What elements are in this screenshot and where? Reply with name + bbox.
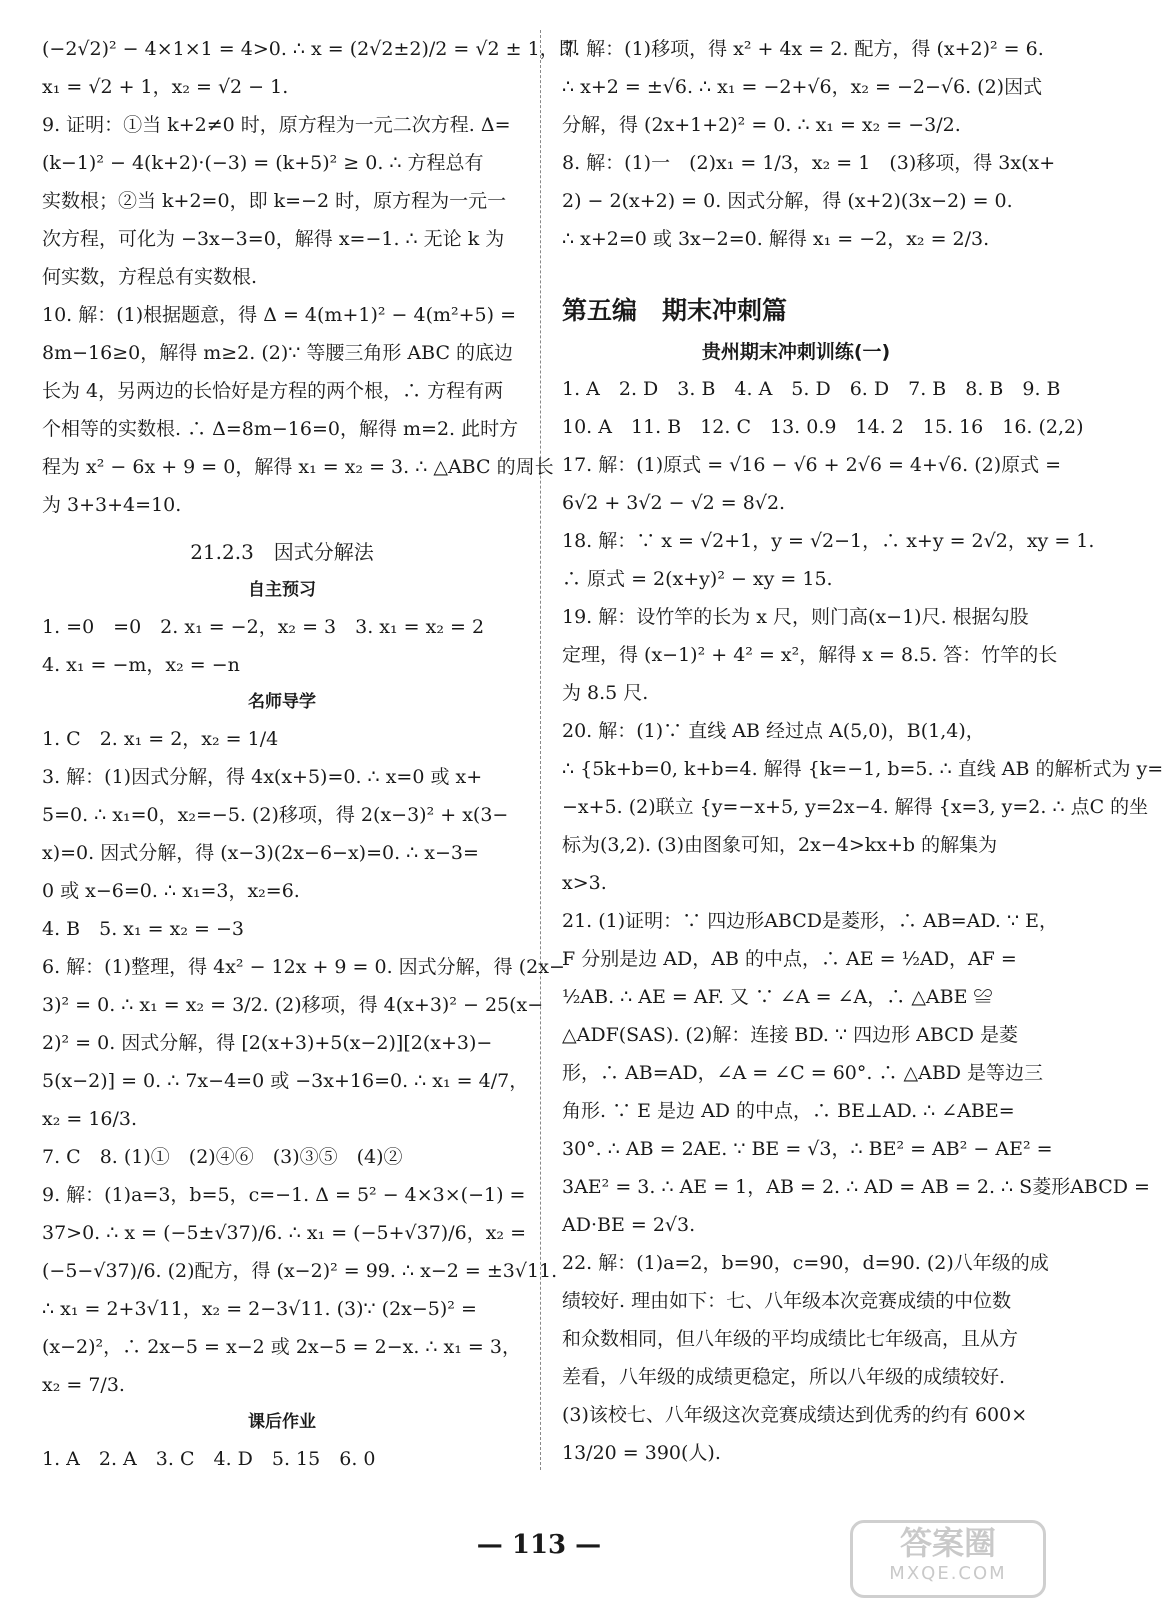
part-title: 第五编 期末冲刺篇: [562, 296, 788, 325]
text-line: 10. A 11. B 12. C 13. 0.9 14. 2 15. 16 16. (2,2): [562, 416, 1084, 438]
text-line: x)=0. 因式分解，得 (x−3)(2x−6−x)=0. ∴ x−3=: [42, 842, 479, 864]
text-line: 4. B 5. x₁ = x₂ = −3: [42, 918, 244, 940]
right-column: [562, 30, 1163, 1472]
text-line: 18. 解：∵ x = √2+1，y = √2−1，∴ x+y = 2√2，xy = 1.: [562, 530, 1095, 552]
text-line: 次方程，可化为 −3x−3=0，解得 x=−1. ∴ 无论 k 为: [42, 228, 505, 250]
text-line: 19. 解：设竹竿的长为 x 尺，则门高(x−1)尺. 根据勾股: [562, 606, 1029, 628]
text-line: 5(x−2)] = 0. ∴ 7x−4=0 或 −3x+16=0. ∴ x₁ = 4/7，: [42, 1070, 529, 1092]
text-line: 和众数相同，但八年级的平均成绩比七年级高，且从方: [562, 1328, 1019, 1350]
watermark-bottom: MXQE.COM: [889, 1563, 1007, 1584]
subsection-title-preview: 自主预习: [248, 580, 316, 600]
left-column: [42, 30, 578, 1478]
text-line: 形，∴ AB=AD，∠A = ∠C = 60°. ∴ △ABD 是等边三: [562, 1062, 1044, 1084]
text-line: 17. 解：(1)原式 = √16 − √6 + 2√6 = 4+√6. (2)原式 =: [562, 454, 1062, 476]
watermark-logo: [850, 1520, 1046, 1598]
text-line: 5=0. ∴ x₁=0，x₂=−5. (2)移项，得 2(x−3)² + x(3−: [42, 804, 509, 826]
text-line: 3. 解：(1)因式分解，得 4x(x+5)=0. ∴ x=0 或 x+: [42, 766, 483, 788]
text-line: 4. x₁ = −m，x₂ = −n: [42, 654, 240, 676]
text-line: 7. C 8. (1)① (2)④⑥ (3)③⑤ (4)②: [42, 1146, 403, 1168]
column-divider: [540, 30, 541, 1470]
text-line: 实数根；②当 k+2=0，即 k=−2 时，原方程为一元一: [42, 190, 507, 212]
text-line: ∴ x+2 = ±√6. ∴ x₁ = −2+√6，x₂ = −2−√6. (2)因式: [562, 76, 1043, 98]
text-line: 何实数，方程总有实数根.: [42, 266, 258, 288]
text-line: 绩较好. 理由如下：七、八年级本次竞赛成绩的中位数: [562, 1290, 1012, 1312]
text-line: x₂ = 16/3.: [42, 1108, 138, 1130]
part-subtitle: 贵州期末冲刺训练(一): [701, 341, 891, 363]
text-line: F 分别是边 AD，AB 的中点，∴ AE = ½AD，AF =: [562, 948, 1017, 970]
text-line: 角形. ∵ E 是边 AD 的中点，∴ BE⊥AD. ∴ ∠ABE=: [562, 1100, 1015, 1122]
text-line: 2) − 2(x+2) = 0. 因式分解，得 (x+2)(3x−2) = 0.: [562, 190, 1013, 212]
right-block-2: [562, 370, 1163, 1472]
text-line: 20. 解：(1)∵ 直线 AB 经过点 A(5,0)，B(1,4)，: [562, 720, 985, 742]
text-line: 分解，得 (2x+1+2)² = 0. ∴ x₁ = x₂ = −3/2.: [562, 114, 961, 136]
text-line: 标为(3,2). (3)由图象可知，2x−4>kx+b 的解集为: [562, 834, 998, 856]
text-line: (3)该校七、八年级这次竞赛成绩达到优秀的约有 600×: [562, 1404, 1028, 1426]
text-line: △ADF(SAS). (2)解：连接 BD. ∵ 四边形 ABCD 是菱: [562, 1024, 1018, 1046]
text-line: 个相等的实数根. ∴ Δ=8m−16=0，解得 m=2. 此时方: [42, 418, 519, 440]
text-line: (k−1)² − 4(k+2)·(−3) = (k+5)² ≥ 0. ∴ 方程总有: [42, 152, 484, 174]
text-line: 9. 解：(1)a=3，b=5，c=−1. Δ = 5² − 4×3×(−1) =: [42, 1184, 526, 1206]
text-line: 6. 解：(1)整理，得 4x² − 12x + 9 = 0. 因式分解，得 (2x−: [42, 956, 565, 978]
text-line: ∴ {5k+b=0, k+b=4. 解得 {k=−1, b=5. ∴ 直线 AB 的解析式为 y=: [562, 758, 1163, 780]
left-block-2: [42, 106, 554, 524]
left-block-5: [42, 1440, 522, 1478]
text-line: x>3.: [562, 872, 607, 894]
watermark-top: 答案圈: [899, 1524, 996, 1562]
text-line: 13/20 = 390(人).: [562, 1442, 721, 1464]
text-line: (−5−√37)/6. (2)配方，得 (x−2)² = 99. ∴ x−2 = ±3√11.: [42, 1260, 558, 1282]
text-line: ½AB. ∴ AE = AF. 又 ∵ ∠A = ∠A，∴ △ABE ≌: [562, 986, 993, 1008]
text-line: ∴ x+2=0 或 3x−2=0. 解得 x₁ = −2，x₂ = 2/3.: [562, 228, 990, 250]
text-line: 10. 解：(1)根据题意，得 Δ = 4(m+1)² − 4(m²+5) =: [42, 304, 516, 326]
text-line: ∴ 原式 = 2(x+y)² − xy = 15.: [562, 568, 833, 590]
text-line: 2)² = 0. 因式分解，得 [2(x+3)+5(x−2)][2(x+3)−: [42, 1032, 493, 1054]
text-line: 差看，八年级的成绩更稳定，所以八年级的成绩较好.: [562, 1366, 1006, 1388]
text-line: 9. 证明：①当 k+2≠0 时，原方程为一元二次方程. Δ=: [42, 114, 511, 136]
subsection-title-homework: 课后作业: [248, 1412, 316, 1432]
text-line: (x−2)²，∴ 2x−5 = x−2 或 2x−5 = 2−x. ∴ x₁ = 3，: [42, 1336, 521, 1358]
text-line: 6√2 + 3√2 − √2 = 8√2.: [562, 492, 786, 514]
text-line: ∴ x₁ = 2+3√11，x₂ = 2−3√11. (3)∵ (2x−5)² =: [42, 1298, 477, 1320]
text-line: AD·BE = 2√3.: [562, 1214, 696, 1236]
left-block-1: [42, 30, 578, 106]
text-line: 0 或 x−6=0. ∴ x₁=3，x₂=6.: [42, 880, 300, 902]
text-line: 37>0. ∴ x = (−5±√37)/6. ∴ x₁ = (−5+√37)/6，x₂ =: [42, 1222, 526, 1244]
right-block-1: [562, 30, 1056, 258]
page-number: — 113 —: [476, 1530, 602, 1560]
text-line: (−2√2)² − 4×1×1 = 4>0. ∴ x = (2√2±2)/2 = √2 ± 1，即: [42, 38, 578, 60]
text-line: 3)² = 0. ∴ x₁ = x₂ = 3/2. (2)移项，得 4(x+3)² − 25(x−: [42, 994, 544, 1016]
text-line: 1. =0 =0 2. x₁ = −2，x₂ = 3 3. x₁ = x₂ = 2: [42, 616, 485, 638]
text-line: 21. (1)证明：∵ 四边形ABCD是菱形，∴ AB=AD. ∵ E，: [562, 910, 1059, 932]
text-line: 22. 解：(1)a=2，b=90，c=90，d=90. (2)八年级的成: [562, 1252, 1049, 1274]
text-line: x₂ = 7/3.: [42, 1374, 125, 1396]
text-line: 定理，得 (x−1)² + 4² = x²，解得 x = 8.5. 答：竹竿的长: [562, 644, 1058, 666]
subsection-title-guide: 名师导学: [248, 692, 316, 712]
text-line: 3AE² = 3. ∴ AE = 1，AB = 2. ∴ AD = AB = 2. ∴ S菱形ABCD =: [562, 1176, 1150, 1198]
text-line: 为 8.5 尺.: [562, 682, 649, 704]
text-line: 7. 解：(1)移项，得 x² + 4x = 2. 配方，得 (x+2)² = 6.: [562, 38, 1044, 60]
text-line: −x+5. (2)联立 {y=−x+5, y=2x−4. 解得 {x=3, y=2. ∴ 点C 的坐: [562, 796, 1149, 818]
text-line: 1. A 2. A 3. C 4. D 5. 15 6. 0: [42, 1448, 376, 1470]
left-block-4: [42, 720, 565, 1404]
text-line: x₁ = √2 + 1，x₂ = √2 − 1.: [42, 76, 289, 98]
text-line: 程为 x² − 6x + 9 = 0，解得 x₁ = x₂ = 3. ∴ △ABC 的周长: [42, 456, 554, 478]
text-line: 30°. ∴ AB = 2AE. ∵ BE = √3，∴ BE² = AB² − AE² =: [562, 1138, 1053, 1160]
left-block-3: [42, 608, 522, 684]
text-line: 8. 解：(1)一 (2)x₁ = 1/3，x₂ = 1 (3)移项，得 3x(x+: [562, 152, 1056, 174]
section-title: 21.2.3 因式分解法: [190, 540, 374, 564]
text-line: 1. C 2. x₁ = 2，x₂ = 1/4: [42, 728, 279, 750]
text-line: 8m−16≥0，解得 m≥2. (2)∵ 等腰三角形 ABC 的底边: [42, 342, 514, 364]
text-line: 1. A 2. D 3. B 4. A 5. D 6. D 7. B 8. B 9. B: [562, 378, 1061, 400]
text-line: 为 3+3+4=10.: [42, 494, 182, 516]
text-line: 长为 4，另两边的长恰好是方程的两个根，∴ 方程有两: [42, 380, 504, 402]
